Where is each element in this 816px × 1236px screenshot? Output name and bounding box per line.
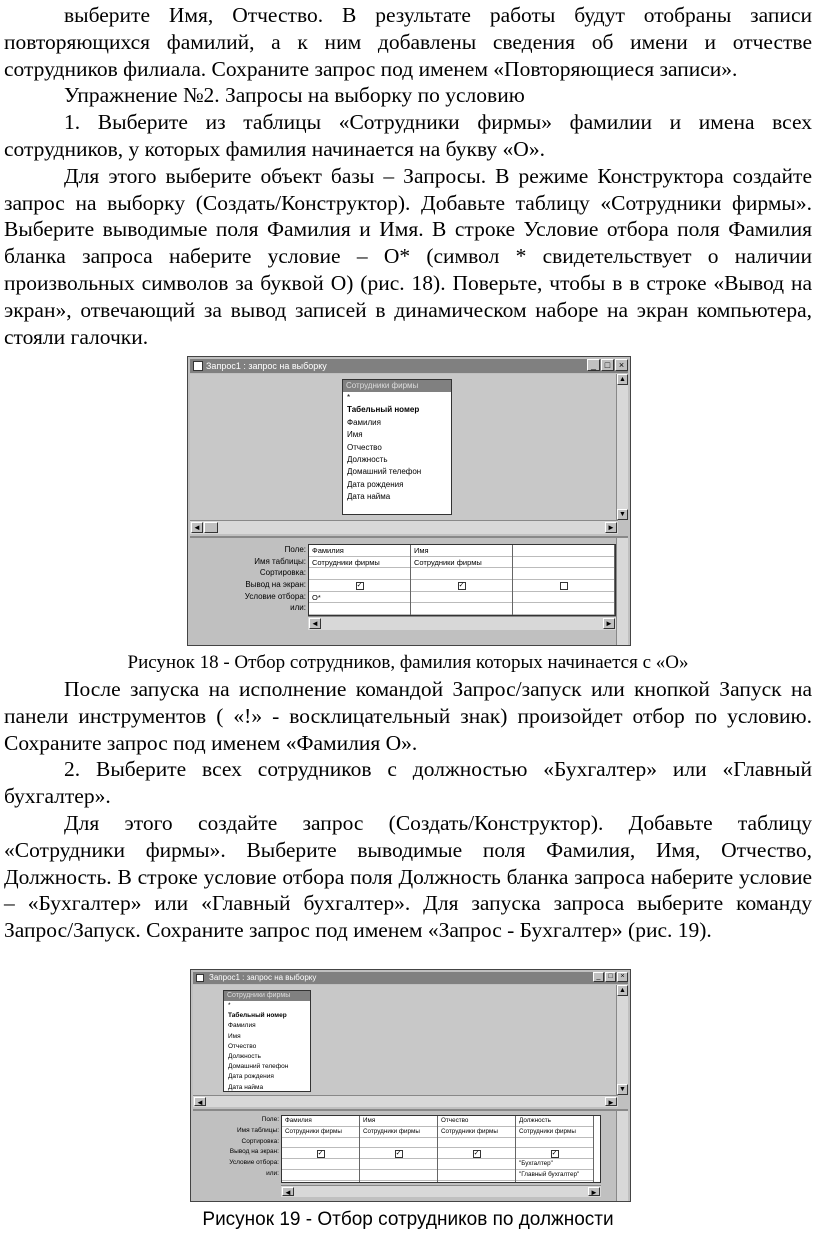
grid-cell-criteria[interactable]: О*	[309, 592, 410, 604]
field-list-item[interactable]: Дата найма	[347, 492, 391, 502]
show-checkbox[interactable]	[560, 582, 568, 590]
row-labels	[190, 544, 306, 614]
grid-cell-table[interactable]	[513, 557, 614, 569]
field-list-item[interactable]: Фамилия	[228, 1022, 256, 1030]
field-list	[224, 1001, 310, 1093]
window-buttons	[593, 972, 628, 982]
row-labels	[193, 1115, 279, 1180]
grid-cell-or[interactable]	[309, 603, 410, 615]
horizontal-scrollbar[interactable]	[193, 1095, 618, 1107]
scroll-up-icon[interactable]: ▲	[617, 985, 628, 996]
query-grid-area	[193, 1109, 628, 1201]
grid-cell-or[interactable]	[411, 603, 512, 615]
grid-row-label: Сортировка:	[241, 1137, 279, 1145]
text-block-1	[4, 2, 812, 350]
window-title: Запрос1 : запрос на выборку	[209, 973, 317, 982]
grid-row-label: или:	[266, 1169, 279, 1177]
query-grid-area	[190, 536, 628, 645]
horizontal-scrollbar[interactable]	[190, 520, 618, 534]
grid-cell-show[interactable]	[513, 580, 614, 592]
grid-cell-sort[interactable]	[411, 568, 512, 580]
field-list-item[interactable]: Табельный номер	[228, 1012, 287, 1020]
grid-cell-or[interactable]	[282, 1170, 359, 1181]
figure-caption-19: Рисунок 19 - Отбор сотрудников по должности	[202, 1209, 614, 1230]
grid-cell-criteria[interactable]	[411, 592, 512, 604]
grid-cell-field[interactable]: Имя	[360, 1116, 437, 1127]
grid-vertical-scrollbar[interactable]	[616, 538, 628, 645]
grid-row-label: Сортировка:	[259, 568, 306, 578]
scroll-down-icon[interactable]: ▼	[617, 509, 628, 520]
grid-cell-field[interactable]	[513, 545, 614, 557]
field-list-item[interactable]: Дата рождения	[228, 1073, 274, 1081]
grid-cell-table[interactable]: Сотрудники фирмы	[282, 1127, 359, 1138]
field-list-item[interactable]: Должность	[347, 455, 388, 465]
field-list-item[interactable]: Имя	[347, 430, 363, 440]
table-box[interactable]	[223, 990, 311, 1092]
field-list	[343, 392, 451, 504]
grid-column	[513, 545, 615, 615]
grid-row-label: Имя таблицы:	[236, 1126, 279, 1134]
grid-vertical-scrollbar[interactable]	[616, 1111, 628, 1201]
grid-cell-or[interactable]	[438, 1170, 515, 1181]
app-icon	[193, 361, 203, 371]
grid-row-label: Вывод на экран:	[229, 1148, 279, 1156]
scroll-right-icon[interactable]: ►	[605, 522, 617, 533]
grid-row-label: или:	[290, 603, 306, 613]
scroll-thumb[interactable]	[204, 522, 218, 533]
grid-column	[438, 1116, 516, 1182]
grid-cell-or[interactable]	[513, 603, 614, 615]
grid-column	[411, 545, 513, 615]
grid-row-label: Вывод на экран:	[245, 580, 306, 590]
grid-cell-sort[interactable]	[513, 568, 614, 580]
grid-row-label: Имя таблицы:	[254, 556, 306, 566]
grid-horizontal-scrollbar[interactable]	[281, 1185, 601, 1197]
grid-cell-field[interactable]: Имя	[411, 545, 512, 557]
field-list-item[interactable]: Табельный номер	[347, 405, 420, 415]
paragraph: Для этого выберите объект базы – Запросы. В режиме Конструктора создайте запрос на выборку (Создать/Конструктор). Добавьте таблицу «Сотрудники фирмы». Выберите выводимые поля Фамилия и Имя. В строке Условие отбора поля Фамилия бланка запроса наберите условие – О* (символ * свидетельствует о наличии произвольных символов за буквой О) (рис. 18). Поверьте, чтобы в в строке «Вывод на экран», отвечающий за вывод записей в динамическом наборе на экран компьютера, стояли галочки.	[4, 163, 812, 349]
minimize-icon[interactable]: _	[587, 359, 600, 371]
grid-cell-table[interactable]: Сотрудники фирмы	[516, 1127, 593, 1138]
scroll-up-icon[interactable]: ▲	[617, 374, 628, 385]
grid-cell-field[interactable]: Фамилия	[282, 1116, 359, 1127]
grid-cell-show[interactable]	[411, 580, 512, 592]
grid-row-label: Условие отбора:	[229, 1159, 279, 1167]
exercise-heading: Упражнение №2. Запросы на выборку по условию	[64, 83, 525, 108]
grid-cell-sort[interactable]	[360, 1138, 437, 1149]
field-list-item[interactable]: Отчество	[347, 442, 382, 452]
grid-cell-table[interactable]: Сотрудники фирмы	[411, 557, 512, 569]
scroll-left-icon[interactable]: ◄	[191, 522, 203, 533]
grid-cell-criteria[interactable]	[438, 1159, 515, 1170]
paragraph: 1. Выберите из таблицы «Сотрудники фирмы» фамилии и имена всех сотрудников, у которых фамилия начинается на букву «О».	[4, 110, 812, 161]
scroll-down-icon[interactable]: ▼	[617, 1084, 628, 1095]
show-checkbox[interactable]: ✓	[458, 582, 465, 590]
close-icon[interactable]: ×	[617, 972, 628, 982]
grid-row-label: Поле:	[261, 1116, 279, 1123]
grid-horizontal-scrollbar[interactable]	[308, 616, 616, 630]
show-checkbox[interactable]: ✓	[473, 1150, 480, 1158]
minimize-icon[interactable]: _	[593, 972, 604, 982]
app-icon	[196, 974, 204, 982]
maximize-icon[interactable]: □	[605, 972, 616, 982]
vertical-scrollbar[interactable]	[616, 374, 628, 520]
table-area	[190, 374, 628, 520]
grid-cell-criteria[interactable]	[360, 1159, 437, 1170]
grid-cell-show[interactable]	[516, 1148, 593, 1159]
field-list-item[interactable]: Имя	[228, 1032, 241, 1040]
grid-row-label: Поле:	[284, 545, 306, 554]
grid-cell-criteria[interactable]: "Бухгалтер"	[516, 1159, 593, 1170]
show-checkbox[interactable]: ✓	[551, 1150, 558, 1158]
grid-cell-show[interactable]	[438, 1148, 515, 1159]
text-block-2	[4, 676, 812, 944]
field-list-item[interactable]: Должность	[228, 1053, 261, 1061]
show-checkbox[interactable]: ✓	[317, 1150, 324, 1158]
grid-cell-show[interactable]	[360, 1148, 437, 1159]
window-buttons	[587, 359, 628, 371]
grid-cell-sort[interactable]	[516, 1138, 593, 1149]
paragraph: 2. Выберите всех сотрудников с должностью «Бухгалтер» или «Главный бухгалтер».	[4, 757, 812, 809]
scroll-left-icon[interactable]: ◄	[194, 1097, 206, 1106]
scroll-left-icon[interactable]: ◄	[309, 618, 321, 629]
paragraph: Для этого создайте запрос (Создать/Конструктор). Добавьте таблицу «Сотрудники фирмы». Выберите выводимые поля Фамилия, Имя, Отчество, Должность. В строке условие отбора поля Должность бланка запроса наберите условие – «Бухгалтер» или «Главный бухгалтер». Для запуска запроса выберите команду Запрос/Запуск. Сохраните запрос под именем «Запрос - Бухгалтер» (рис. 19).	[4, 810, 812, 943]
grid-cell-table[interactable]: Сотрудники фирмы	[360, 1127, 437, 1138]
field-list-item[interactable]: *	[228, 1002, 231, 1009]
window-titlebar	[190, 359, 628, 373]
grid-cell-or[interactable]	[360, 1170, 437, 1181]
window-title: Запрос1 : запрос на выборку	[206, 361, 327, 371]
field-list-item[interactable]: Домашний телефон	[347, 467, 422, 477]
grid-column-empty	[594, 1116, 600, 1182]
figure-caption-18: Рисунок 18 - Отбор сотрудников, фамилия которых начинается с «О»	[127, 652, 689, 673]
scroll-right-icon[interactable]: ►	[603, 618, 615, 629]
table-area	[193, 985, 628, 1095]
grid-cell-sort[interactable]	[282, 1138, 359, 1149]
field-list-item[interactable]: *	[347, 393, 351, 402]
table-box[interactable]	[342, 379, 452, 515]
grid-cell-field[interactable]: Должность	[516, 1116, 593, 1127]
query-grid	[308, 544, 616, 616]
table-box-title: Сотрудники фирмы	[224, 991, 310, 1001]
query-designer-window-fig19	[190, 969, 631, 1202]
field-list-item[interactable]: Фамилия	[347, 417, 381, 427]
table-box-title: Сотрудники фирмы	[343, 380, 451, 392]
close-icon[interactable]: ×	[615, 359, 628, 371]
show-checkbox[interactable]: ✓	[395, 1150, 402, 1158]
grid-cell-sort[interactable]	[309, 568, 410, 580]
grid-row-label: Условие отбора:	[244, 591, 306, 601]
scroll-right-icon[interactable]: ►	[588, 1187, 600, 1196]
grid-cell-show[interactable]	[309, 580, 410, 592]
scroll-right-icon[interactable]: ►	[605, 1097, 617, 1106]
field-list-item[interactable]: Дата найма	[228, 1083, 264, 1091]
grid-column	[516, 1116, 594, 1182]
field-list-item[interactable]: Домашний телефон	[228, 1063, 289, 1071]
grid-cell-field[interactable]: Отчество	[438, 1116, 515, 1127]
grid-cell-sort[interactable]	[438, 1138, 515, 1149]
grid-cell-criteria[interactable]	[513, 592, 614, 604]
maximize-icon[interactable]: □	[601, 359, 614, 371]
paragraph: После запуска на исполнение командой Запрос/запуск или кнопкой Запуск на панели инструментов ( «!» - восклицательный знак) произойдет отбор по условию. Сохраните запрос под именем «Фамилия О».	[4, 677, 812, 755]
window-titlebar	[193, 972, 628, 984]
query-designer-window-fig18	[187, 356, 631, 646]
show-checkbox[interactable]: ✓	[356, 582, 363, 590]
scroll-left-icon[interactable]: ◄	[282, 1187, 294, 1196]
field-list-item[interactable]: Отчество	[228, 1042, 257, 1050]
query-grid	[281, 1115, 601, 1183]
paragraph: выберите Имя, Отчество. В результате работы будут отобраны записи повторяющихся фамилий, а к ним добавлены сведения об имени и отчестве сотрудников филиала. Сохраните запрос под именем «Повторяющиеся записи».	[4, 3, 812, 81]
grid-cell-criteria[interactable]	[282, 1159, 359, 1170]
grid-column	[360, 1116, 438, 1182]
grid-cell-table[interactable]: Сотрудники фирмы	[438, 1127, 515, 1138]
field-list-item[interactable]: Дата рождения	[347, 479, 404, 489]
grid-cell-show[interactable]	[282, 1148, 359, 1159]
vertical-scrollbar[interactable]	[616, 985, 628, 1095]
grid-column	[309, 545, 411, 615]
grid-column	[282, 1116, 360, 1182]
grid-cell-field[interactable]: Фамилия	[309, 545, 410, 557]
grid-cell-or[interactable]: "Главный бухгалтер"	[516, 1170, 593, 1181]
grid-cell-table[interactable]: Сотрудники фирмы	[309, 557, 410, 569]
